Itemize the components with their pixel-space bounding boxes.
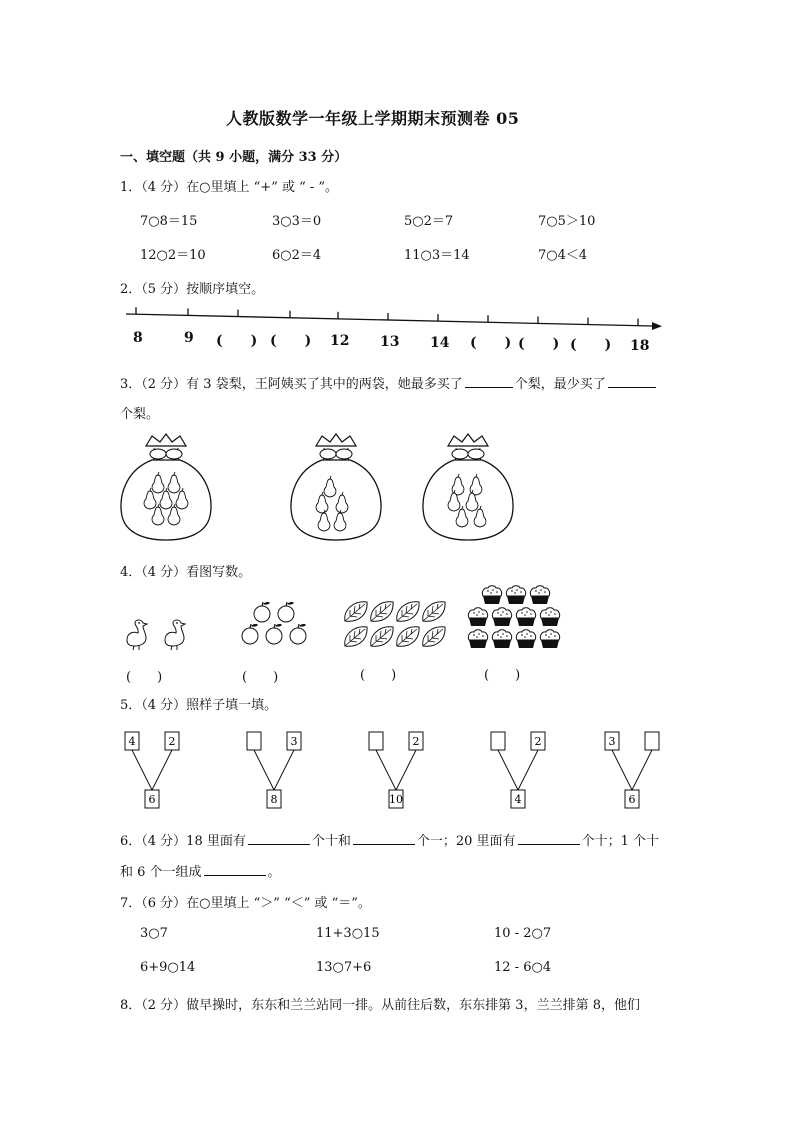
bond-box-left[interactable]	[491, 732, 505, 750]
bond-box-total	[145, 790, 159, 808]
question-7-label: 7．（6 分）在○里填上 “＞” “＜” 或 “＝”。	[120, 896, 371, 911]
svg-text:6: 6	[148, 793, 156, 806]
svg-text:4: 4	[514, 793, 522, 806]
svg-text:3: 3	[608, 735, 616, 748]
number-line-label: 12	[330, 333, 350, 349]
answer-blank[interactable]	[204, 865, 266, 876]
bond-box-left	[605, 732, 619, 750]
q7-comparison[interactable]: 6+9○14	[140, 960, 196, 975]
question-3-text: 3．（2 分）有 3 袋梨，王阿姨买了其中的两袋，她最多买了 个梨，最少买了	[120, 373, 658, 392]
svg-text:4: 4	[128, 735, 136, 748]
svg-text:8: 8	[270, 793, 278, 806]
svg-text:10: 10	[389, 793, 403, 806]
q4-answer-blank[interactable]: ( )	[242, 670, 279, 685]
bond-box-total	[511, 790, 525, 808]
question-3-text-end: 个梨。	[120, 407, 160, 422]
q7-comparison[interactable]: 11+3○15	[316, 926, 380, 941]
section-heading: 一、填空题（共 9 小题，满分 33 分）	[120, 150, 348, 165]
bond-box-right	[287, 732, 301, 750]
q7-comparison[interactable]: 12 - 6○4	[494, 960, 552, 975]
q1-equation[interactable]: 6○2＝4	[272, 248, 322, 263]
svg-text:2: 2	[168, 735, 176, 748]
number-line-label: 14	[430, 335, 450, 351]
question-5-label: 5．（4 分）照样子填一填。	[120, 698, 278, 713]
number-line-blank[interactable]: ( )	[518, 336, 560, 352]
answer-blank[interactable]	[518, 834, 580, 845]
bond-box-right	[165, 732, 179, 750]
svg-text:3: 3	[290, 735, 298, 748]
q4-answer-blank[interactable]: ( )	[360, 668, 397, 683]
q4-answer-blank[interactable]: ( )	[484, 668, 521, 683]
number-line-blank[interactable]: ( )	[570, 337, 612, 353]
bond-box-total	[267, 790, 281, 808]
q1-equation[interactable]: 11○3＝14	[404, 248, 470, 263]
answer-blank[interactable]	[353, 834, 415, 845]
bond-box-total	[625, 790, 639, 808]
number-line-label: 13	[380, 334, 400, 350]
bond-box-right[interactable]	[645, 732, 659, 750]
q4-answer-blank[interactable]: ( )	[126, 670, 163, 685]
question-4-label: 4．（4 分）看图写数。	[120, 565, 252, 580]
q7-comparison[interactable]: 3○7	[140, 926, 168, 941]
q1-equation[interactable]: 7○8＝15	[140, 214, 198, 229]
number-line-blank[interactable]: ( )	[470, 335, 512, 351]
number-line-blank[interactable]: ( )	[216, 333, 258, 349]
q1-equation[interactable]: 7○4＜4	[538, 248, 588, 263]
q1-equation[interactable]: 12○2＝10	[140, 248, 206, 263]
number-line-label: 9	[184, 330, 194, 346]
bond-box-right	[409, 732, 423, 750]
bond-box-left[interactable]	[369, 732, 383, 750]
bond-box-total	[389, 790, 403, 808]
question-1-label: 1．（4 分）在○里填上 “+” 或 “ - ”。	[120, 180, 339, 195]
svg-text:2: 2	[534, 735, 542, 748]
question-6-text-end: 和 6 个一组成 。	[120, 865, 281, 880]
number-line-label: 18	[630, 338, 650, 354]
bond-box-left[interactable]	[247, 732, 261, 750]
q7-comparison[interactable]: 10 - 2○7	[494, 926, 552, 941]
bond-box-left	[125, 732, 139, 750]
q1-equation[interactable]: 3○3＝0	[272, 214, 322, 229]
q1-equation[interactable]: 7○5＞10	[538, 214, 596, 229]
q1-equation[interactable]: 5○2＝7	[404, 214, 454, 229]
svg-text:2: 2	[412, 735, 420, 748]
question-2-label: 2．（5 分）按顺序填空。	[120, 282, 265, 297]
number-line-label: 8	[133, 330, 143, 346]
answer-blank[interactable]	[248, 834, 310, 845]
svg-text:6: 6	[628, 793, 636, 806]
q7-comparison[interactable]: 13○7+6	[316, 960, 372, 975]
page-title: 人教版数学一年级上学期期末预测卷 05	[226, 109, 520, 128]
number-line-blank[interactable]: ( )	[270, 333, 312, 349]
question-6-text: 6．（4 分）18 里面有 个十和 个一；20 里面有 个十；1 个十	[120, 834, 659, 849]
bond-box-right	[531, 732, 545, 750]
question-8-label: 8．（2 分）做早操时，东东和兰兰站同一排。从前往后数，东东排第 3，兰兰排第 8，他们	[120, 998, 640, 1013]
